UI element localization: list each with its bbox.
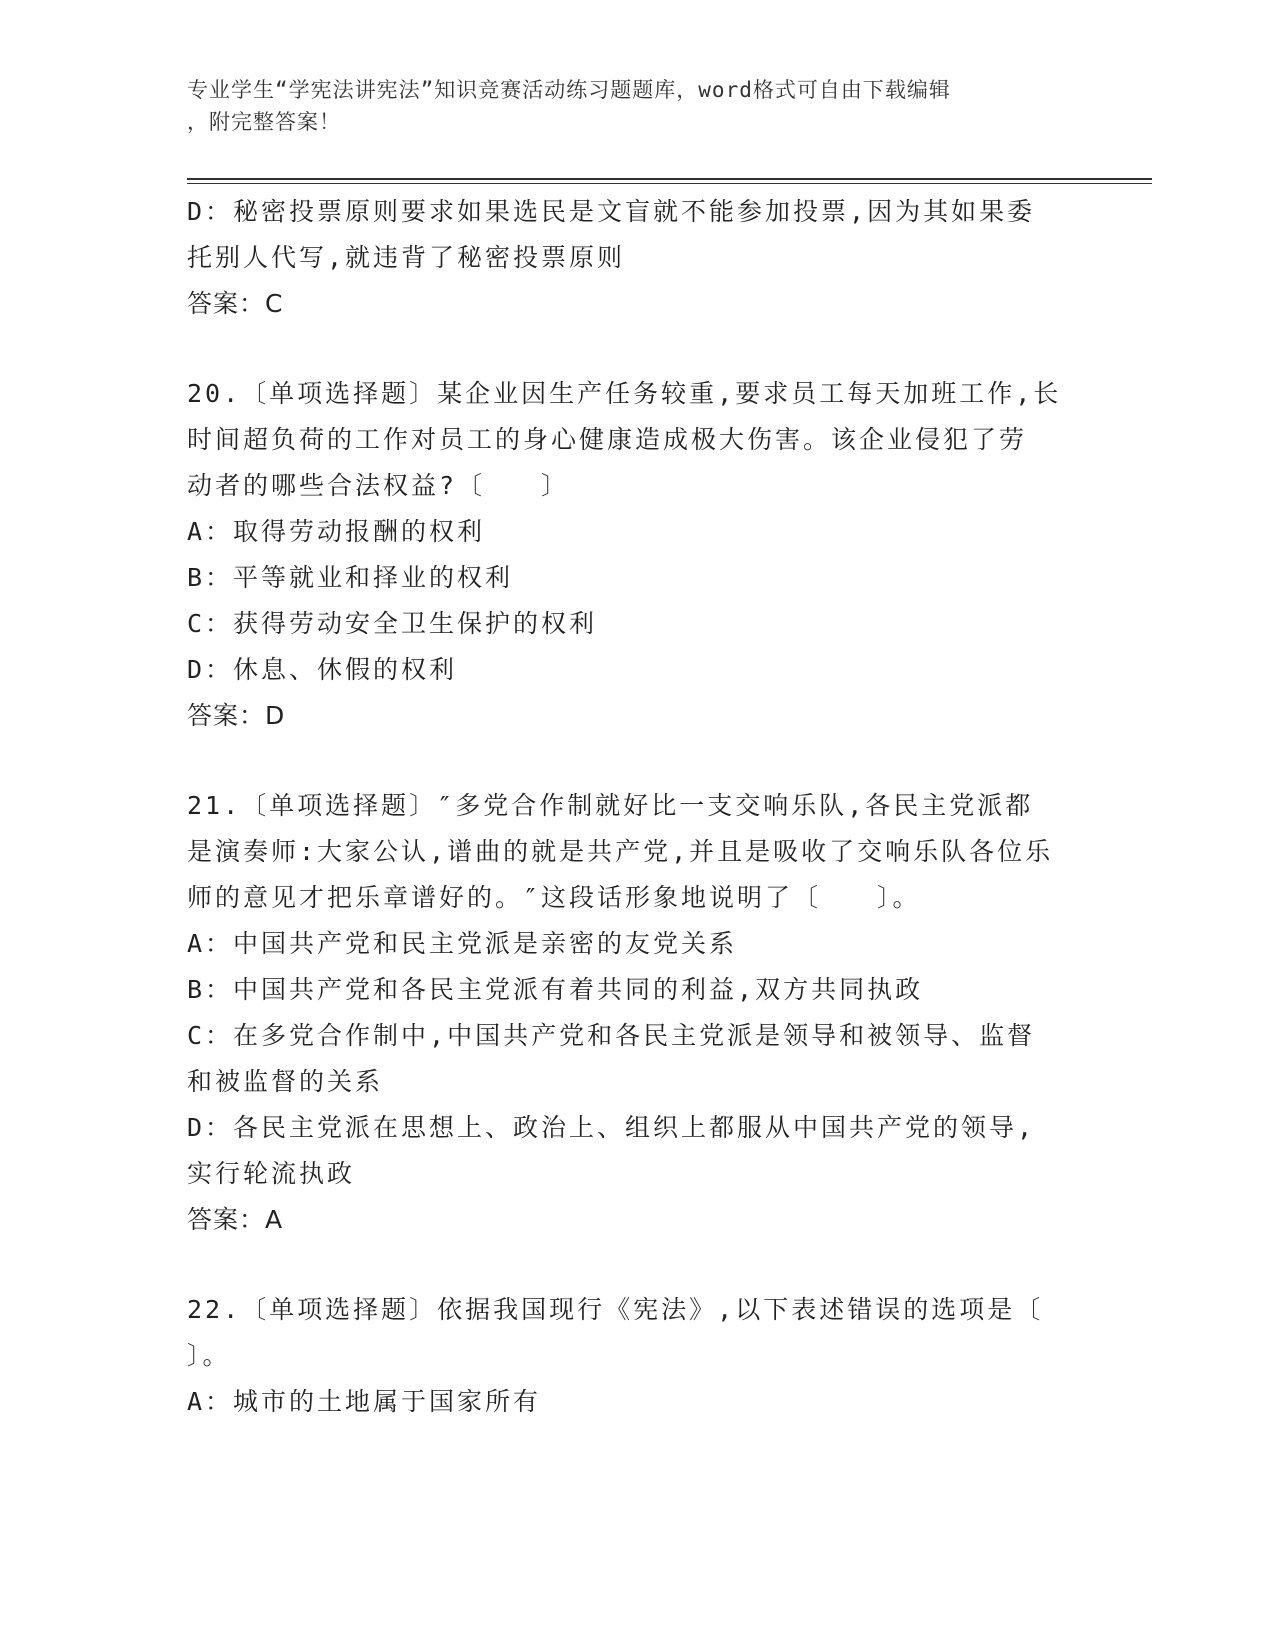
option-a: A：取得劳动报酬的权利 bbox=[187, 517, 486, 546]
question-22 bbox=[187, 1287, 1077, 1425]
answer-line: 答案：D bbox=[187, 701, 286, 730]
option-a: A：城市的土地属于国家所有 bbox=[187, 1387, 542, 1416]
question-stem-line: 时间超负荷的工作对员工的身心健康造成极大伤害。该企业侵犯了劳 bbox=[187, 425, 1028, 454]
option-c: C：在多党合作制中,中国共产党和各民主党派是领导和被领导、监督 bbox=[187, 1021, 1036, 1050]
header-line-1: 专业学生“学宪法讲宪法”知识竞赛活动练习题题库，word格式可自由下载编辑 bbox=[187, 78, 951, 102]
option-d: D：休息、休假的权利 bbox=[187, 655, 458, 684]
spacer bbox=[187, 739, 1077, 783]
option-b: B：中国共产党和各民主党派有着共同的利益,双方共同执政 bbox=[187, 975, 924, 1004]
option-d-continued: 实行轮流执政 bbox=[187, 1159, 356, 1188]
spacer bbox=[187, 1243, 1077, 1287]
question-stem-line: 动者的哪些合法权益?〔 〕 bbox=[187, 471, 570, 500]
option-d-line: D：秘密投票原则要求如果选民是文盲就不能参加投票,因为其如果委 bbox=[187, 197, 1036, 226]
answer-line: 答案：A bbox=[187, 1205, 284, 1234]
option-d-line: 托别人代写,就违背了秘密投票原则 bbox=[187, 243, 626, 272]
question-20 bbox=[187, 371, 1077, 739]
answer-line: 答案：C bbox=[187, 289, 284, 318]
header-rule-thin bbox=[187, 183, 1152, 184]
option-c-continued: 和被监督的关系 bbox=[187, 1067, 384, 1096]
header-line-2: ，附完整答案！ bbox=[187, 110, 341, 134]
question-19-tail bbox=[187, 189, 1077, 327]
question-stem-line: 〕。 bbox=[187, 1341, 231, 1370]
question-stem-line: 师的意见才把乐章谱好的。″这段话形象地说明了〔 〕。 bbox=[187, 883, 921, 912]
question-stem-line: 21.〔单项选择题〕″多党合作制就好比一支交响乐队,各民主党派都 bbox=[187, 791, 1034, 820]
option-c: C：获得劳动安全卫生保护的权利 bbox=[187, 609, 598, 638]
question-stem-line: 20.〔单项选择题〕某企业因生产任务较重,要求员工每天加班工作,长 bbox=[187, 379, 1062, 408]
option-b: B：平等就业和择业的权利 bbox=[187, 563, 514, 592]
question-stem-line: 是演奏师:大家公认,谱曲的就是共产党,并且是吸收了交响乐队各位乐 bbox=[187, 837, 1054, 866]
header-rule-thick bbox=[187, 178, 1152, 180]
option-d: D：各民主党派在思想上、政治上、组织上都服从中国共产党的领导, bbox=[187, 1113, 1036, 1142]
document-header bbox=[187, 74, 1067, 138]
question-stem-line: 22.〔单项选择题〕依据我国现行《宪法》,以下表述错误的选项是〔 bbox=[187, 1295, 1044, 1324]
option-a: A：中国共产党和民主党派是亲密的友党关系 bbox=[187, 929, 738, 958]
spacer bbox=[187, 327, 1077, 371]
document-body bbox=[187, 189, 1077, 1425]
question-21 bbox=[187, 783, 1077, 1243]
